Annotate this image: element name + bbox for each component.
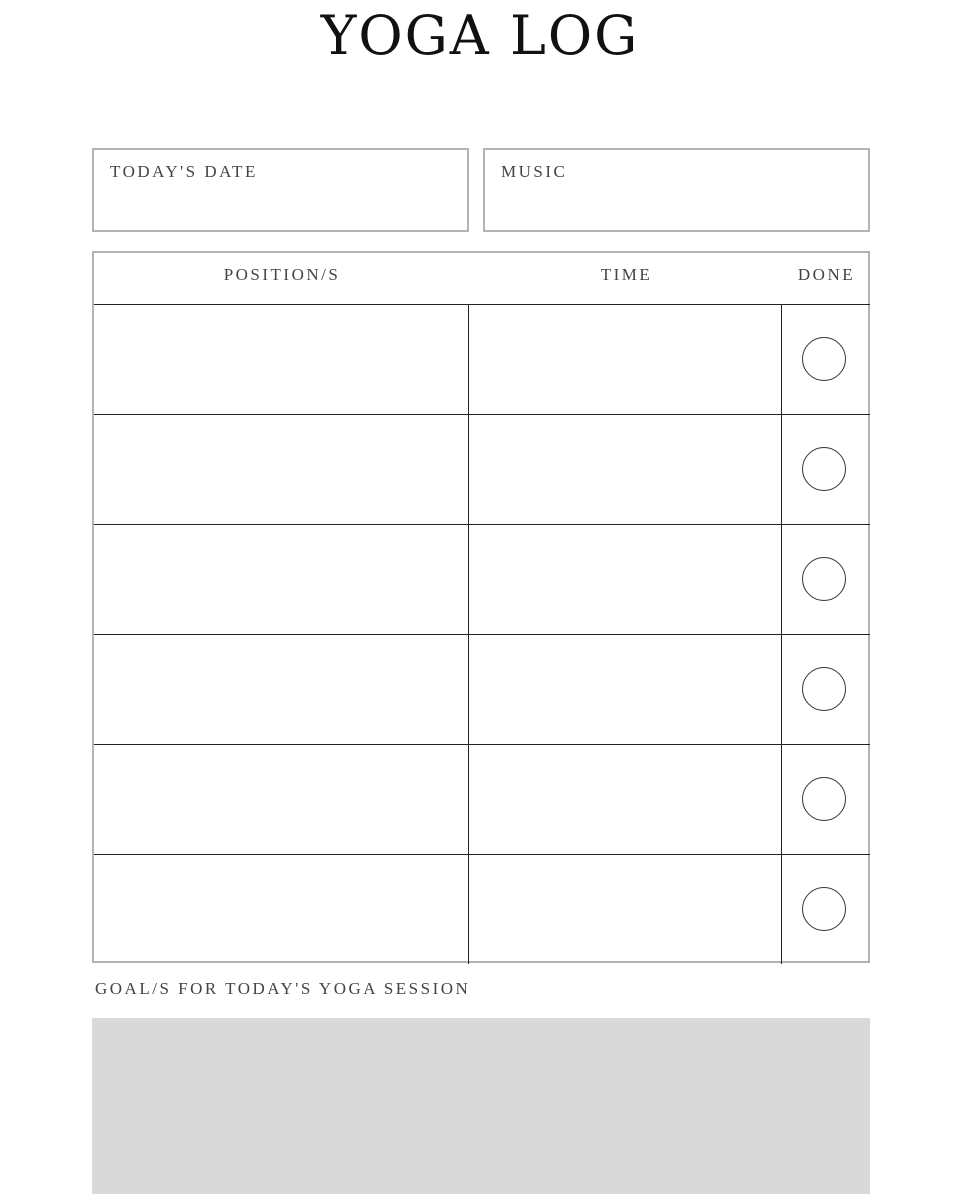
table-row — [94, 634, 870, 744]
position-cell[interactable] — [94, 415, 469, 524]
goals-label: GOAL/S FOR TODAY'S YOGA SESSION — [95, 979, 471, 998]
time-cell[interactable] — [469, 635, 782, 744]
todays-date-field[interactable] — [92, 148, 469, 232]
table-body — [94, 304, 870, 964]
yoga-log-table — [92, 251, 870, 963]
goals-text-area[interactable] — [92, 1018, 870, 1194]
position-cell[interactable] — [94, 745, 469, 854]
done-cell — [782, 635, 870, 744]
todays-date-label: TODAY'S DATE — [110, 162, 258, 181]
table-row — [94, 304, 870, 414]
table-row — [94, 744, 870, 854]
position-cell[interactable] — [94, 525, 469, 634]
position-cell[interactable] — [94, 635, 469, 744]
position-cell[interactable] — [94, 855, 469, 964]
time-column-header: TIME — [600, 265, 653, 284]
todays-date-value[interactable] — [110, 190, 451, 220]
done-checkbox-circle[interactable] — [802, 557, 846, 601]
done-column-header: DONE — [797, 265, 856, 284]
time-cell[interactable] — [469, 855, 782, 964]
music-field[interactable] — [483, 148, 870, 232]
done-cell — [782, 415, 870, 524]
done-cell — [782, 305, 870, 414]
done-checkbox-circle[interactable] — [802, 887, 846, 931]
table-row — [94, 524, 870, 634]
table-row — [94, 414, 870, 524]
time-cell[interactable] — [469, 415, 782, 524]
done-checkbox-circle[interactable] — [802, 777, 846, 821]
table-header — [94, 253, 870, 304]
position-cell[interactable] — [94, 305, 469, 414]
table-row — [94, 854, 870, 964]
position-column-header: POSITION/S — [223, 265, 341, 284]
time-cell[interactable] — [469, 525, 782, 634]
done-cell — [782, 525, 870, 634]
time-cell[interactable] — [469, 745, 782, 854]
done-checkbox-circle[interactable] — [802, 447, 846, 491]
time-cell[interactable] — [469, 305, 782, 414]
done-cell — [782, 745, 870, 854]
page-title: YOGA LOG — [320, 4, 640, 67]
music-value[interactable] — [501, 190, 852, 220]
done-checkbox-circle[interactable] — [802, 337, 846, 381]
done-checkbox-circle[interactable] — [802, 667, 846, 711]
music-label: MUSIC — [501, 162, 568, 181]
done-cell — [782, 855, 870, 964]
